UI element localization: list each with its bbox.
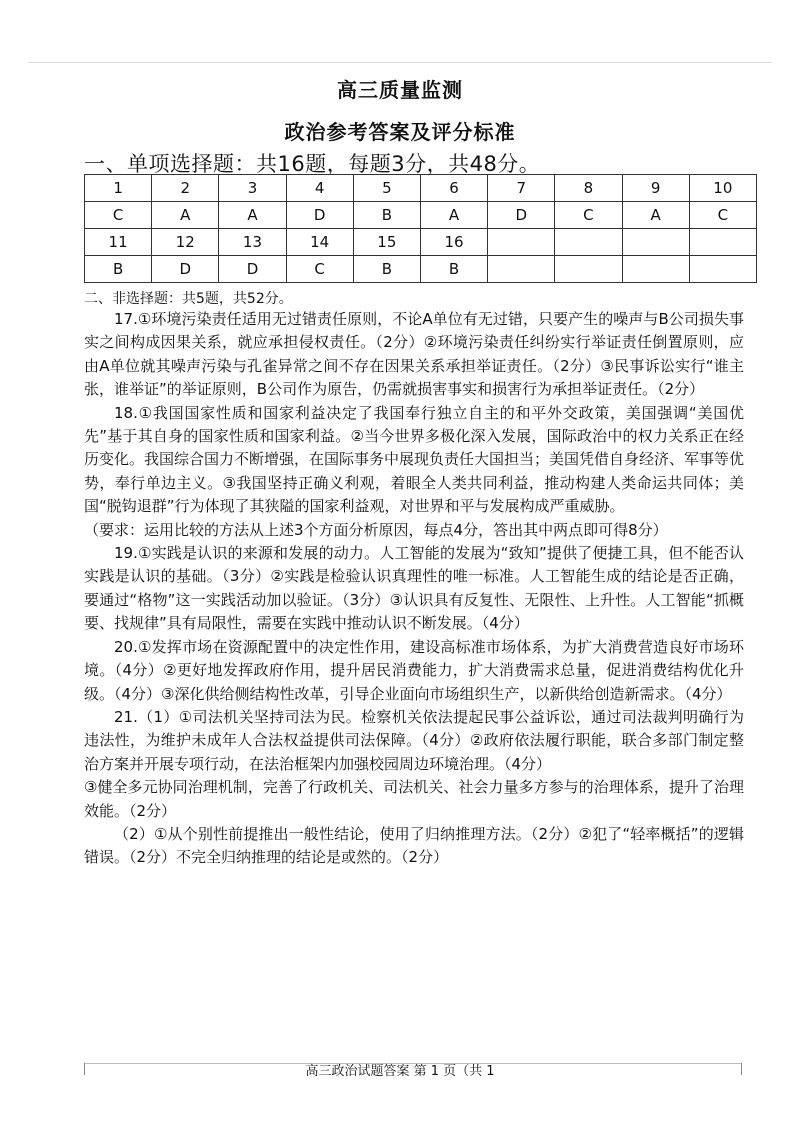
answer-table-cell bbox=[622, 256, 689, 283]
answer-table-cell: B bbox=[420, 256, 487, 283]
answer-table-cell: D bbox=[152, 256, 219, 283]
answer-paragraph: 18.①我国国家性质和国家利益决定了我国奉行独立自主的和平外交政策，美国强调“美国优先”基于其自身的国家性质和国家利益。②当今世界多极化深入发展，国际政治中的权力关系正在经历变化。我国综合国力不断增强，在国际事务中展现负责任大国担当；美国凭借自身经济、军事等优势，奉行单边主义。③我国坚持正确义利观，着眼全人类共同利益，推动构建人类命运共同体；美国“脱钩退群”行为体现了其狭隘的国家利益观，对世界和平与发展构成严重威胁。 bbox=[84, 403, 745, 516]
answer-table-cell: C bbox=[85, 202, 152, 229]
answers-body bbox=[84, 308, 744, 870]
answer-paragraph: 21.（1）①司法机关坚持司法为民。检察机关依法提起民事公益诉讼，通过司法裁判明确行为违法性，为维护未成年人合法权益提供司法保障。（4分）②政府依法履行职能，联合多部门制定整治方案并开展专项行动，在法治框架内加强校园周边环境治理。（4分） bbox=[84, 707, 744, 773]
answer-paragraph: 20.①发挥市场在资源配置中的决定性作用，建设高标准市场体系，为扩大消费营造良好市场环境。（4分）②更好地发挥政府作用，提升居民消费能力，扩大消费需求总量，促进消费结构优化升级。（4分）③深化供给侧结构性改革，引导企业面向市场组织生产，以新供给创造新需求。（4分） bbox=[84, 637, 744, 703]
answer-table-cell: 1 bbox=[85, 175, 152, 202]
document-subtitle: 政治参考答案及评分标准 bbox=[284, 120, 516, 144]
section1-heading: 一、单项选择题：共16题，每题3分，共48分。 bbox=[84, 152, 541, 176]
answer-table-row bbox=[85, 175, 757, 202]
answer-table-cell bbox=[555, 229, 622, 256]
answer-table-cell: 8 bbox=[555, 175, 622, 202]
answer-table-cell bbox=[488, 256, 555, 283]
answer-table-cell: 10 bbox=[689, 175, 756, 202]
document-title: 高三质量监测 bbox=[337, 78, 463, 102]
answer-table-row bbox=[85, 229, 757, 256]
answer-table-cell: 6 bbox=[420, 175, 487, 202]
answer-table-cell: C bbox=[555, 202, 622, 229]
answer-table-cell: 2 bbox=[152, 175, 219, 202]
answer-table-cell: 14 bbox=[286, 229, 353, 256]
answer-table-cell: B bbox=[353, 202, 420, 229]
answer-table-row bbox=[85, 202, 757, 229]
answer-table-cell: A bbox=[152, 202, 219, 229]
answer-table-cell: 4 bbox=[286, 175, 353, 202]
answer-table-cell: B bbox=[353, 256, 420, 283]
answer-table-cell: 16 bbox=[420, 229, 487, 256]
answer-table-cell: 13 bbox=[219, 229, 286, 256]
answer-paragraph: ③健全多元协同治理机制，完善了行政机关、司法机关、社会力量多方参与的治理体系，提升了治理效能。（2分） bbox=[84, 778, 744, 820]
answer-table-cell: 7 bbox=[488, 175, 555, 202]
answer-table-cell: 12 bbox=[152, 229, 219, 256]
answer-table-cell bbox=[689, 256, 756, 283]
answer-table-cell: C bbox=[689, 202, 756, 229]
answer-table-cell: B bbox=[85, 256, 152, 283]
answer-table-cell: C bbox=[286, 256, 353, 283]
answer-table-cell: A bbox=[219, 202, 286, 229]
section2-heading: 二、非选择题：共5题，共52分。 bbox=[84, 291, 293, 307]
answer-table-cell: D bbox=[488, 202, 555, 229]
answer-table bbox=[84, 174, 757, 283]
answer-table-cell: A bbox=[420, 202, 487, 229]
top-rule bbox=[28, 62, 772, 63]
answer-table-cell: 11 bbox=[85, 229, 152, 256]
answer-paragraph: 17.①环境污染责任适用无过错责任原则，不论A单位有无过错，只要产生的噪声与B公司损失事实之间构成因果关系，就应承担侵权责任。（2分）②环境污染责任纠纷实行举证责任倒置原则，应由A单位就其噪声污染与孔雀异常之间不存在因果关系承担举证责任。（2分）③民事诉讼实行“谁主张，谁举证”的举证原则，B公司作为原告，仍需就损害事实和损害行为承担举证责任。（2分） bbox=[84, 310, 744, 399]
answer-table-cell: 15 bbox=[353, 229, 420, 256]
answer-paragraph: （2）①从个别性前提推出一般性结论，使用了归纳推理方法。（2分）②犯了“轻率概括”的逻辑错误。（2分）不完全归纳推理的结论是或然的。（2分） bbox=[84, 824, 744, 867]
answer-table-cell: 5 bbox=[353, 175, 420, 202]
answer-table-cell bbox=[555, 256, 622, 283]
answer-table-cell: D bbox=[219, 256, 286, 283]
answer-paragraph: 19.①实践是认识的来源和发展的动力。人工智能的发展为“致知”提供了便捷工具，但不能否认实践是认识的基础。（3分）②实践是检验认识真理性的唯一标准。人工智能生成的结论是否正确，要通过“格物”这一实践活动加以验证。（3分）③认识具有反复性、无限性、上升性。人工智能“抓概要、找规律”具有局限性，需要在实践中推动认识不断发展。（4分） bbox=[84, 544, 744, 633]
answer-paragraph: （要求：运用比较的方法从上述3个方面分析原因，每点4分，答出其中两点即可得8分） bbox=[84, 520, 668, 539]
answer-table-cell: A bbox=[622, 202, 689, 229]
answer-table-cell bbox=[622, 229, 689, 256]
answer-table-cell: 9 bbox=[622, 175, 689, 202]
answer-table-cell bbox=[488, 229, 555, 256]
answer-table-row bbox=[85, 256, 757, 283]
answer-table-cell: 3 bbox=[219, 175, 286, 202]
answer-table-cell bbox=[689, 229, 756, 256]
page-footer: 高三政治试题答案 第 1 页（共 1 bbox=[305, 1064, 495, 1079]
answer-table-cell: D bbox=[286, 202, 353, 229]
